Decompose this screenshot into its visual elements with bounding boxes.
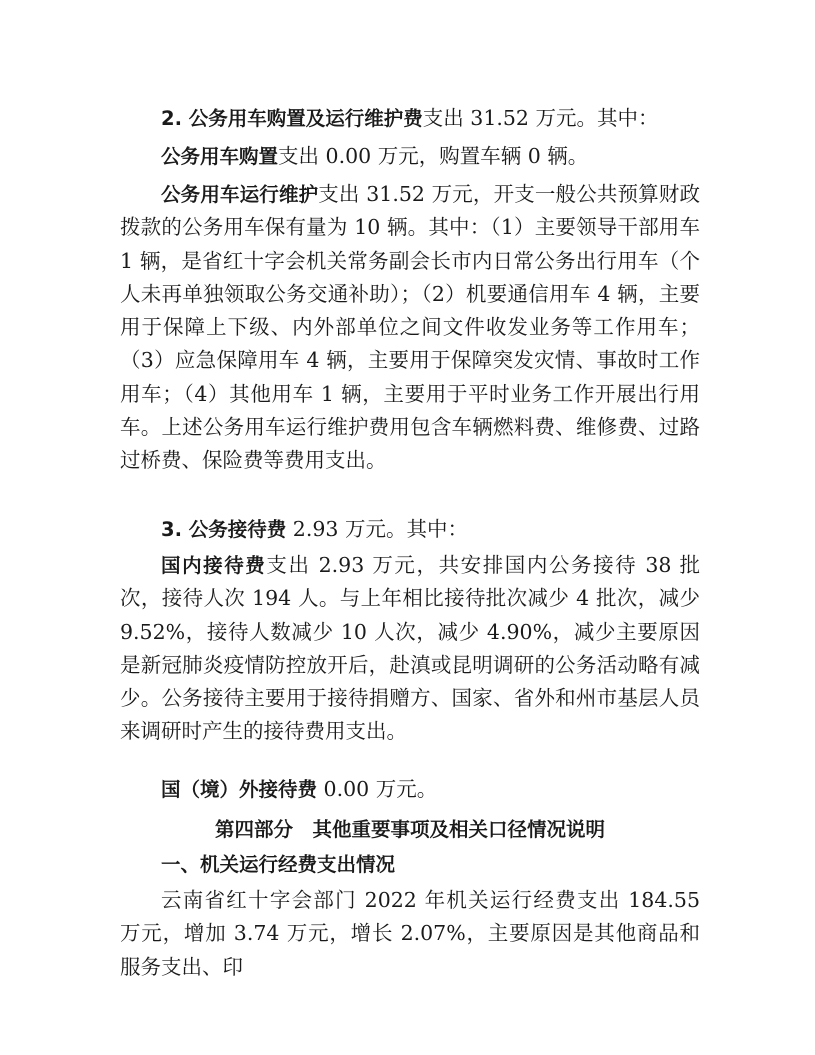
heading-vehicle-expense: 2. 公务用车购置及运行维护费: [161, 107, 423, 130]
heading-domestic-reception: 国内接待费: [161, 554, 267, 577]
heading-vehicle-purchase: 公务用车购置: [161, 145, 279, 168]
part-four-title: 第四部分 其他重要事项及相关口径情况说明: [214, 818, 605, 841]
paragraph-domestic-reception: [120, 549, 700, 749]
vehicle-maintenance-text: 支出 31.52 万元，开支一般公共预算财政拨款的公务用车保有量为 10 辆。其中：（1）主要领导干部用车 1 辆，是省红十字会机关常务副会长市内日常公务出行用车（个人未再单独领取公务交通补助）；（2）机要通信用车 4 辆，主要用于保障上下级、内外部单位之间文件收发业务等工作用车；（3）应急保障用车 4 辆，主要用于保障突发灾情、事故时工作用车；（4）其他用车 1 辆，主要用于平时业务工作开展出行用车。上述公务用车运行维护费用包含车辆燃料费、维修费、过路过桥费、保险费等费用支出。: [120, 182, 700, 473]
section-one-title: 一、机关运行经费支出情况: [161, 853, 396, 876]
paragraph-vehicle-expense: [120, 102, 700, 135]
foreign-reception-text: 0.00 万元。: [317, 777, 438, 801]
paragraph-foreign-reception: [120, 773, 700, 806]
heading-vehicle-maintenance: 公务用车运行维护: [161, 183, 319, 206]
operating-expense-text: 云南省红十字会部门 2022 年机关运行经费支出 184.55 万元，增加 3.74 万元，增长 2.07%，主要原因是其他商品和服务支出、印: [120, 888, 700, 979]
heading-foreign-reception: 国（境）外接待费: [161, 778, 318, 801]
paragraph-reception-expense: [120, 513, 700, 546]
paragraph-operating-expense: [120, 884, 700, 984]
vehicle-purchase-text: 支出 0.00 万元，购置车辆 0 辆。: [278, 144, 589, 168]
domestic-reception-text: 支出 2.93 万元，共安排国内公务接待 38 批次，接待人次 194 人。与上年相比接待批次减少 4 批次，减少 9.52%，接待人数减少 10 人次，减少 4.90%，减少主要原因是新冠肺炎疫情防控放开后，赴滇或昆明调研的公务活动略有减少。公务接待主要用于接待捐赠方、国家、省外和州市基层人员来调研时产生的接待费用支出。: [120, 553, 700, 744]
paragraph-vehicle-maintenance: [120, 178, 700, 478]
heading-reception-expense: 3. 公务接待费: [161, 518, 287, 541]
vehicle-expense-text: 支出 31.52 万元。其中：: [422, 106, 659, 130]
paragraph-vehicle-purchase: [120, 140, 700, 173]
reception-expense-text: 2.93 万元。其中：: [286, 517, 468, 541]
